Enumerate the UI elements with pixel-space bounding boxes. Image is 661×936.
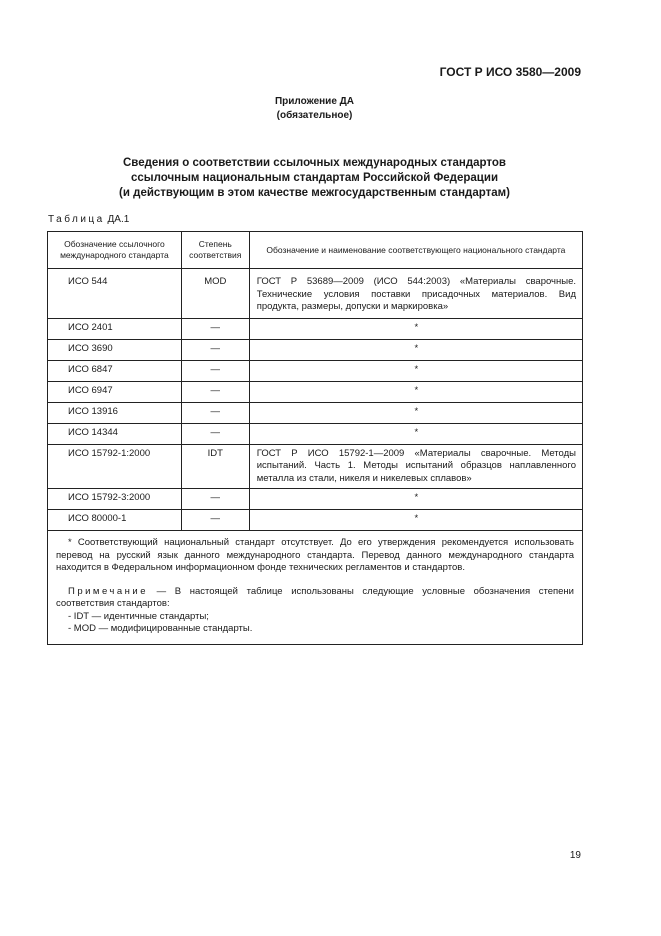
note-item: - MOD — модифицированные стандарты.: [68, 623, 253, 634]
cell-national: *: [249, 381, 582, 402]
cell-reference: ИСО 3690: [48, 339, 182, 360]
cell-reference: ИСО 15792-3:2000: [48, 489, 182, 510]
cell-degree: —: [181, 318, 249, 339]
header-reference-standard: Обозначение ссылочного международного стандарта: [48, 232, 182, 269]
table-caption-number: ДА.1: [107, 214, 130, 225]
page-number: 19: [569, 850, 581, 861]
cell-reference: ИСО 80000-1: [48, 510, 182, 531]
cell-reference: ИСО 6847: [48, 360, 182, 381]
note-label: Примечание: [68, 585, 148, 597]
title-line: ссылочным национальным стандартам Российской Федерации: [130, 172, 499, 184]
table-row: [48, 510, 583, 531]
cell-reference: ИСО 13916: [48, 402, 182, 423]
table-row: [48, 423, 583, 444]
document-id: ГОСТ Р ИСО 3580—2009: [439, 65, 581, 79]
note-text: — В настоящей таблице использованы следующие условные обозначения степени соответствия стандартов:: [56, 585, 574, 609]
cell-national: *: [249, 318, 582, 339]
header-national-standard: Обозначение и наименование соответствующего национального стандарта: [249, 232, 582, 269]
footnote-text: * Соответствующий национальный стандарт отсутствует. До его утверждения рекомендуется использовать перевод на русский язык данного международного стандарта. Перевод данного международного стандарта находится в Федеральном информационном фонде технических регламентов и стандартов.: [56, 537, 574, 573]
cell-national: *: [249, 423, 582, 444]
cell-degree: —: [181, 423, 249, 444]
cell-degree: —: [181, 339, 249, 360]
cell-degree: MOD: [181, 269, 249, 319]
table-row: [48, 381, 583, 402]
note-item: - IDT — идентичные стандарты;: [68, 610, 209, 622]
cell-degree: —: [181, 381, 249, 402]
appendix-subtitle: (обязательное): [276, 110, 353, 121]
table-row: [48, 489, 583, 510]
title-line: (и действующим в этом качестве межгосударственным стандартам): [119, 187, 510, 199]
cell-national: *: [249, 489, 582, 510]
cell-degree: —: [181, 489, 249, 510]
appendix-title: Приложение ДА: [274, 96, 355, 107]
table-footnote: [48, 531, 583, 645]
section-title: [0, 156, 629, 201]
note-paragraph: [56, 586, 574, 611]
table-caption-prefix: Таблица: [48, 214, 105, 225]
cell-reference: ИСО 2401: [48, 318, 182, 339]
table-row: [48, 444, 583, 489]
cell-national: *: [249, 339, 582, 360]
table-row: [48, 339, 583, 360]
cell-reference: ИСО 14344: [48, 423, 182, 444]
cell-national: *: [249, 360, 582, 381]
correspondence-table: [47, 231, 583, 645]
table-row: [48, 269, 583, 319]
cell-degree: —: [181, 510, 249, 531]
table-row: [48, 360, 583, 381]
table-row: [48, 318, 583, 339]
table-row: [48, 402, 583, 423]
title-line: Сведения о соответствии ссылочных международных стандартов: [122, 157, 506, 169]
table-header-row: [48, 232, 583, 269]
cell-national: *: [249, 510, 582, 531]
cell-reference: ИСО 544: [48, 269, 182, 319]
cell-national: *: [249, 402, 582, 423]
appendix-heading: [0, 95, 629, 123]
header-degree: Степень соответствия: [181, 232, 249, 269]
table-footnote-row: [48, 531, 583, 645]
cell-national: ГОСТ Р 53689—2009 (ИСО 544:2003) «Материалы сварочные. Технические условия поставки присадочных материалов. Вид продукта, размеры, допуски и маркировка»: [249, 269, 582, 319]
cell-degree: IDT: [181, 444, 249, 489]
cell-national: ГОСТ Р ИСО 15792-1—2009 «Материалы сварочные. Методы испытаний. Часть 1. Методы испытаний образцов наплавленного металла из стали, никеля и никелевых сплавов»: [249, 444, 582, 489]
table-caption: [48, 214, 129, 225]
cell-reference: ИСО 15792-1:2000: [48, 444, 182, 489]
cell-degree: —: [181, 360, 249, 381]
cell-reference: ИСО 6947: [48, 381, 182, 402]
cell-degree: —: [181, 402, 249, 423]
